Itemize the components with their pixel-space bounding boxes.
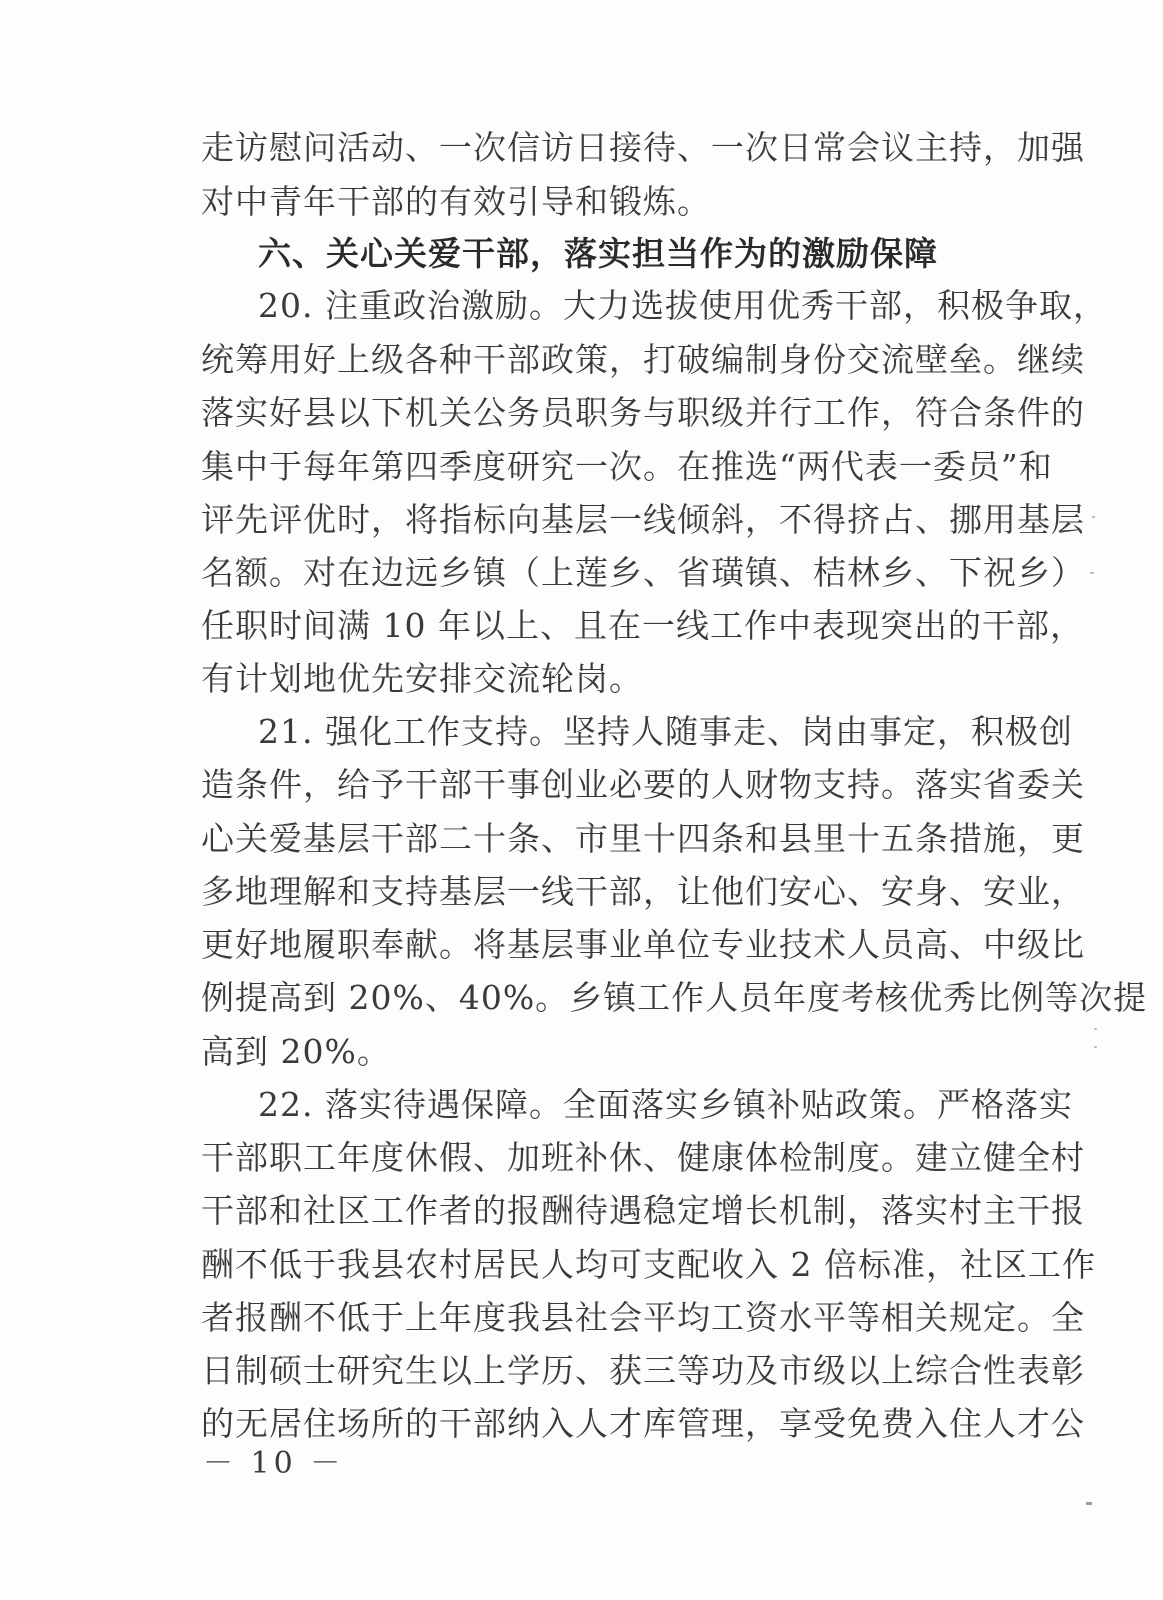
text-line: 有计划地优先安排交流轮岗。 (201, 659, 643, 698)
scan-speck (1094, 1046, 1097, 1048)
text-line: 干部职工年度休假、加班补休、健康体检制度。建立健全村 (201, 1138, 1085, 1177)
text-line: 心关爱基层干部二十条、市里十四条和县里十五条措施，更 (201, 819, 1085, 858)
text-line: 高到 20%。 (201, 1032, 391, 1071)
paragraph-start: 21. 强化工作支持。坚持人随事走、岗由事定，积极创 (258, 712, 1073, 751)
text-line: 评先评优时，将指标向基层一线倾斜，不得挤占、挪用基层 (201, 500, 1085, 539)
text-line: 酬不低于我县农村居民人均可支配收入 2 倍标准，社区工作 (201, 1245, 1096, 1284)
text-line: 对中青年干部的有效引导和锻炼。 (201, 182, 711, 221)
text-line: 造条件，给予干部干事创业必要的人财物支持。落实省委关 (201, 765, 1085, 804)
text-line: 日制硕士研究生以上学历、获三等功及市级以上综合性表彰 (201, 1351, 1085, 1390)
text-line: 的无居住场所的干部纳入人才库管理，享受免费入住人才公 (201, 1404, 1085, 1443)
text-line: 多地理解和支持基层一线干部，让他们安心、安身、安业， (201, 872, 1085, 911)
text-line: 干部和社区工作者的报酬待遇稳定增长机制，落实村主干报 (201, 1191, 1085, 1230)
scan-speck (1090, 572, 1094, 574)
section-heading: 六、关心关爱干部，落实担当作为的激励保障 (258, 234, 938, 273)
text-line: 例提高到 20%、40%。乡镇工作人员年度考核优秀比例等次提 (201, 978, 1148, 1017)
text-line: 者报酬不低于上年度我县社会平均工资水平等相关规定。全 (201, 1298, 1085, 1337)
text-line: 集中于每年第四季度研究一次。在推选“两代表一委员”和 (201, 447, 1053, 486)
text-line: 任职时间满 10 年以上、且在一线工作中表现突出的干部， (201, 606, 1084, 645)
page-number: － 10 － (203, 1446, 345, 1481)
scan-speck (1094, 1028, 1097, 1030)
text-line: 落实好县以下机关公务员职务与职级并行工作，符合条件的 (201, 393, 1085, 432)
text-line: 名额。对在边远乡镇（上莲乡、省璜镇、桔林乡、下祝乡） (201, 553, 1085, 592)
paragraph-start: 22. 落实待遇保障。全面落实乡镇补贴政策。严格落实 (258, 1085, 1073, 1124)
text-line: 统筹用好上级各种干部政策，打破编制身份交流壁垒。继续 (201, 340, 1085, 379)
scan-speck (1086, 1502, 1092, 1505)
text-line: 更好地履职奉献。将基层事业单位专业技术人员高、中级比 (201, 925, 1085, 964)
scan-speck (1092, 516, 1095, 518)
paragraph-start: 20. 注重政治激励。大力选拔使用优秀干部，积极争取， (258, 286, 1107, 325)
text-line: 走访慰问活动、一次信访日接待、一次日常会议主持，加强 (201, 128, 1085, 167)
